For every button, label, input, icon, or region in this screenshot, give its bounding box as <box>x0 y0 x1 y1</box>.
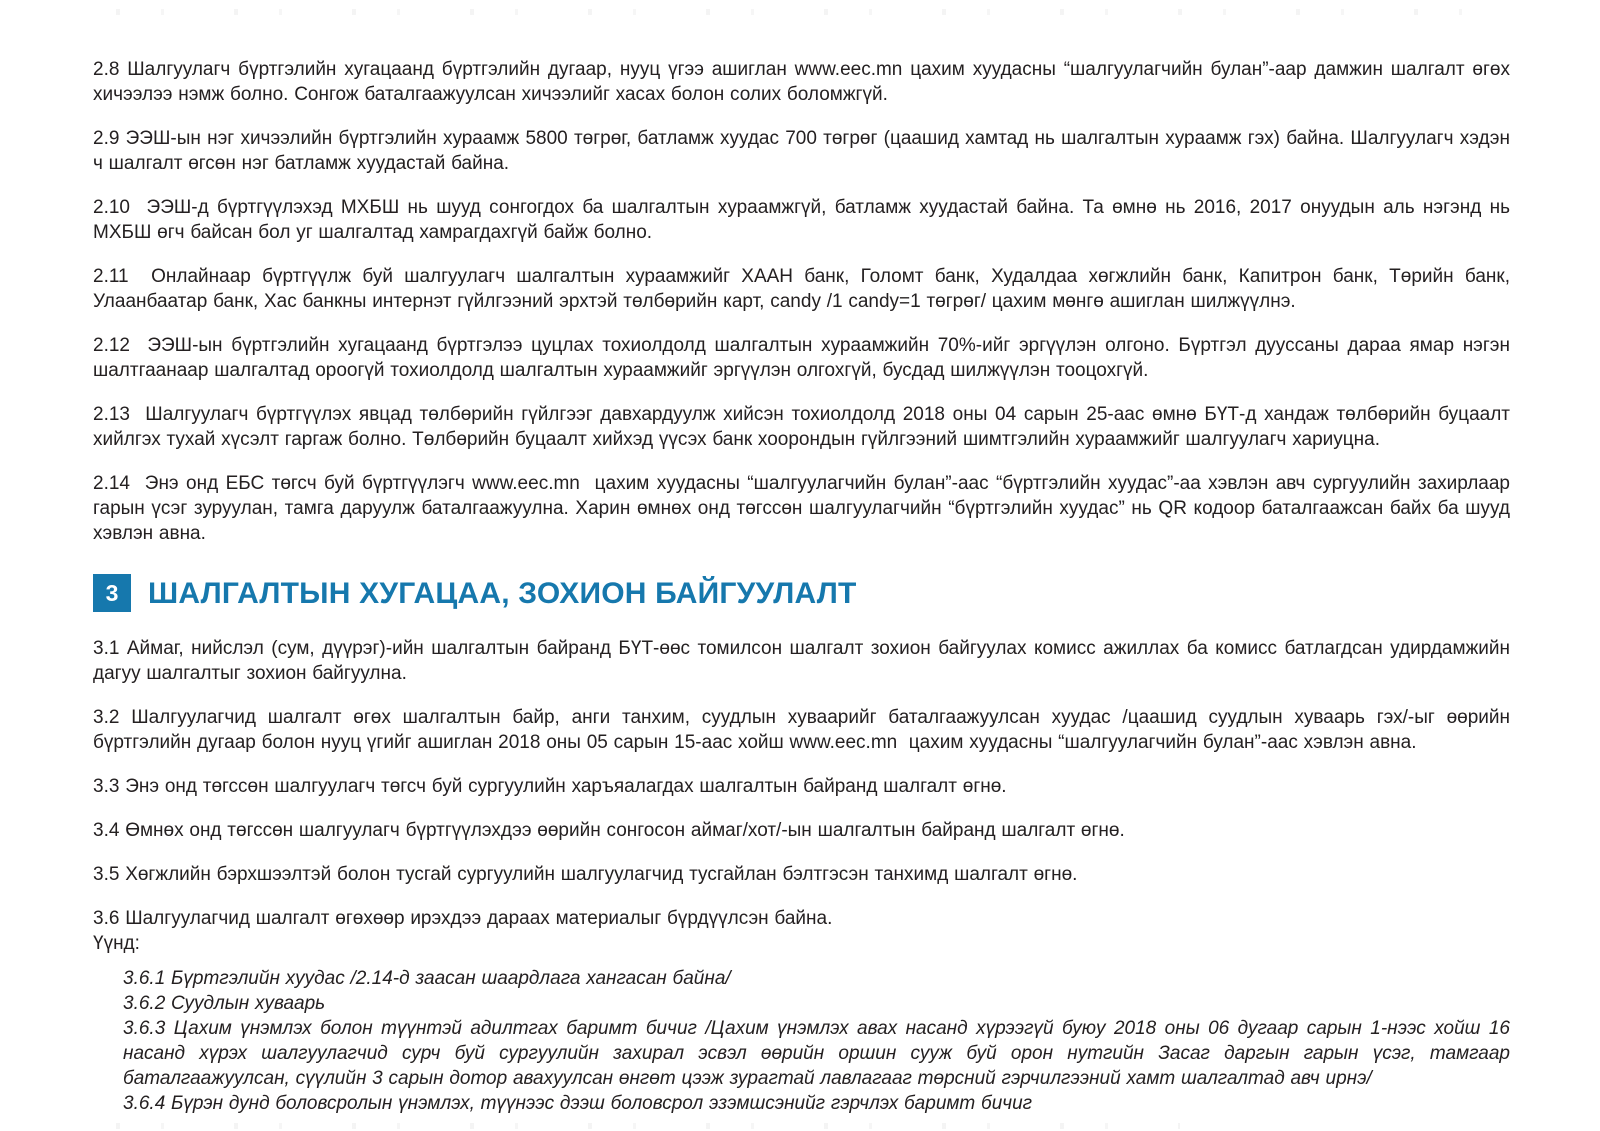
paragraph-3-4: 3.4 Өмнөх онд төгссөн шалгуулагч бүртгүүлэхдээ өөрийн сонгосон аймаг/хот/-ын шалгалтын байранд шалгалт өгнө. <box>93 820 1125 841</box>
scan-artifact-top <box>90 9 1510 15</box>
paragraph-3-1: 3.1 Аймаг, нийслэл (сум, дүүрэг)-ийн шалгалтын байранд БҮТ-өөс томилсон шалгалт зохион байгуулах комисс ажиллах ба комисс батлагдсан удирдамжийн дагуу шалгалтыг зохион байгуулна. <box>93 638 1510 684</box>
list-intro-label: Үүнд: <box>93 933 140 954</box>
scan-artifact-bottom <box>90 1123 1180 1129</box>
paragraph-2-10: 2.10 ЭЭШ-д бүртгүүлэхэд МХБШ нь шууд сонгогдох ба шалгалтын хураамжгүй, батламж хуудастай байна. Та өмнө нь 2016, 2017 онуудын аль нэгэнд нь МХБШ өгч байсан бол уг шалгалтад хамрагдахгүй байж болно. <box>93 197 1510 243</box>
section-number-badge: 3 <box>93 574 131 612</box>
subitem-3-6-4: 3.6.4 Бүрэн дунд боловсролын үнэмлэх, түүнээс дээш боловсрол эзэмшсэнийг гэрчлэх баримт бичиг <box>123 1093 1033 1114</box>
paragraph-3-5: 3.5 Хөгжлийн бэрхшээлтэй болон тусгай сургуулийн шалгуулагчид тусгайлан бэлтгэсэн танхимд шалгалт өгнө. <box>93 864 1078 885</box>
paragraph-2-11: 2.11 Онлайнаар бүртгүүлж буй шалгуулагч шалгалтын хураамжийг ХААН банк, Голомт банк, Худалдаа хөгжлийн банк, Капитрон банк, Төрийн банк, Улаанбаатар банк, Хас банкны интернэт гүйлгээний эрхтэй төлбөрийн карт, candy /1 candy=1 төгрөг/ цахим мөнгө ашиглан шилжүүлнэ. <box>93 266 1510 312</box>
paragraph-3-2: 3.2 Шалгуулагчид шалгалт өгөх шалгалтын байр, анги танхим, суудлын хуваарийг баталгаажуулсан хуудас /цаашид суудлын хуваарь гэх/-ыг өөрийн бүртгэлийн дугаар болон нууц үгийг ашиглан 2018 оны 05 сарын 15-аас хойш www.eec.mn цахим хуудасны “шалгуулагчийн булан”-аас хэвлэн авна. <box>93 707 1510 753</box>
paragraph-2-8: 2.8 Шалгуулагч бүртгэлийн хугацаанд бүртгэлийн дугаар, нууц үгээ ашиглан www.eec.mn цахим хуудасны “шалгуулагчийн булан”-аар дамжин шалгалт өгөх хичээлээ нэмж болно. Сонгож баталгаажуулсан хичээлийг хасах болон солих боломжгүй. <box>93 59 1510 105</box>
subitem-3-6-2: 3.6.2 Суудлын хуваарь <box>123 993 326 1014</box>
subitem-3-6-3: 3.6.3 Цахим үнэмлэх болон түүнтэй адилтгах баримт бичиг /Цахим үнэмлэх авах насанд хүрээгүй буюу 2018 оны 06 дугаар сарын 1-нээс хойш 16 насанд хүрэх шалгуулагчид сурч буй сургуулийн захирал эсвэл өөрийн оршин сууж буй орон нутгийн Засаг даргын гарын үсэг, тамгаар баталгаажуулсан, сүүлийн 3 сарын дотор авахуулсан өнгөт цээж зурагтай лавлагааг төрсний гэрчилгээний хамт шалгалтад авч ирнэ/ <box>123 1018 1510 1089</box>
paragraph-3-3: 3.3 Энэ онд төгссөн шалгуулагч төгсч буй сургуулийн харъяалагдах шалгалтын байранд шалгалт өгнө. <box>93 776 1007 797</box>
section-title: ШАЛГАЛТЫН ХУГАЦАА, ЗОХИОН БАЙГУУЛАЛТ <box>148 576 857 610</box>
section-3-heading <box>93 574 1510 612</box>
paragraph-3-6: 3.6 Шалгуулагчид шалгалт өгөхөөр ирэхдээ дараах материалыг бүрдүүлсэн байна. <box>93 908 833 929</box>
requirements-sublist <box>93 966 1510 1116</box>
paragraph-2-14: 2.14 Энэ онд ЕБС төгсч буй бүртгүүлэгч www.eec.mn цахим хуудасны “шалгуулагчийн булан”-аас “бүртгэлийн хуудас”-аа хэвлэн авч сургуулийн захирлаар гарын үсэг зуруулан, тамга даруулж баталгаажуулна. Харин өмнөх онд төгссөн шалгуулагчийн “бүртгэлийн хуудас” нь QR кодоор баталгаажсан байх ба шууд хэвлэн авна. <box>93 473 1510 544</box>
paragraph-2-9: 2.9 ЭЭШ-ын нэг хичээлийн бүртгэлийн хураамж 5800 төгрөг, батламж хуудас 700 төгрөг (цаашид хамтад нь шалгалтын хураамж гэх) байна. Шалгуулагч хэдэн ч шалгалт өгсөн нэг батламж хуудастай байна. <box>93 128 1510 174</box>
subitem-3-6-1: 3.6.1 Бүртгэлийн хуудас /2.14-д заасан шаардлага хангасан байна/ <box>123 968 731 989</box>
paragraph-2-12: 2.12 ЭЭШ-ын бүртгэлийн хугацаанд бүртгэлээ цуцлах тохиолдолд шалгалтын хураамжийн 70%-ийг эргүүлэн олгоно. Бүртгэл дууссаны дараа ямар нэгэн шалтгаанаар шалгалтад ороогүй тохиолдолд шалгалтын хураамжийг эргүүлэн олгохгүй, бусдад шилжүүлэн тооцохгүй. <box>93 335 1510 381</box>
paragraph-2-13: 2.13 Шалгуулагч бүртгүүлэх явцад төлбөрийн гүйлгээг давхардуулж хийсэн тохиолдолд 2018 оны 04 сарын 25-аас өмнө БҮТ-д хандаж төлбөрийн буцаалт хийлгэх тухай хүсэлт гаргаж болно. Төлбөрийн буцаалт хийхэд үүсэх банк хоорондын гүйлгээний шимтгэлийн хураамжийг шалгуулагч хариуцна. <box>93 404 1510 450</box>
